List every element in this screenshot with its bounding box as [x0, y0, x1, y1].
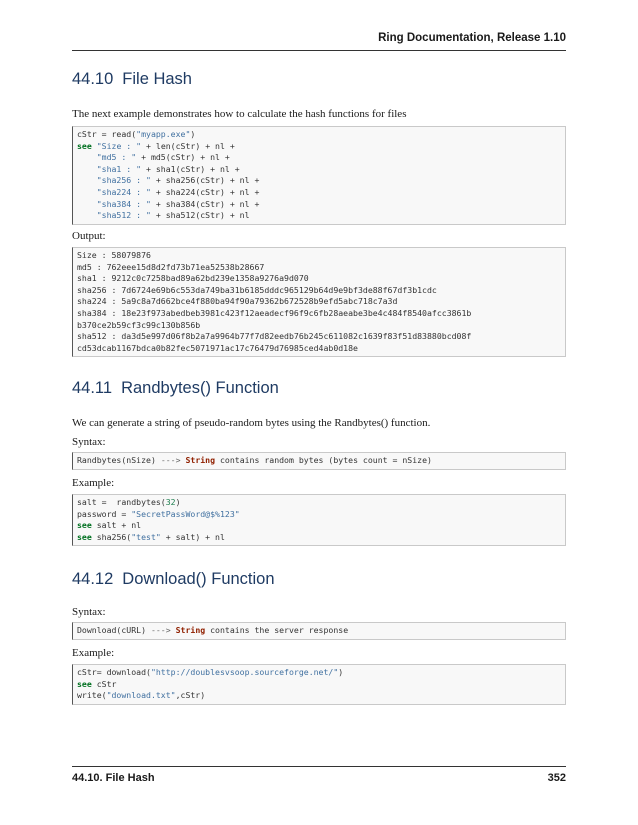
section-number: 44.11: [72, 379, 113, 397]
file-hash-code-block: [72, 126, 566, 225]
syntax-label: Syntax:: [72, 606, 106, 618]
randbytes-syntax-block: [72, 452, 566, 470]
output-label: Output:: [72, 230, 106, 242]
output-line: md5 : 762eee15d8d2fd73b71ea52538b28667: [77, 261, 265, 272]
code-line: see salt + nl: [77, 520, 142, 531]
section-heading-download: [72, 570, 275, 589]
code-line: see "Size : " + len(cStr) + nl +: [77, 140, 235, 151]
section-number: 44.12: [72, 570, 114, 588]
code-line: see cStr: [77, 678, 117, 689]
code-line: "md5 : " + md5(cStr) + nl +: [96, 152, 230, 163]
code-line: "sha224 : " + sha224(cStr) + nl +: [96, 186, 260, 197]
code-line: cStr = read("myapp.exe"): [77, 129, 196, 139]
syntax-line: Randbytes(nSize) ---> String contains random bytes (bytes count = nSize): [77, 455, 432, 465]
output-line: Size : 58079876: [77, 250, 151, 260]
section-title: Download() Function: [122, 570, 275, 588]
code-line: cStr= download("http://doublesvsoop.sourceforge.net/"): [77, 667, 344, 677]
download-example-block: [72, 664, 566, 705]
code-line: write("download.txt",cStr): [77, 690, 206, 701]
code-line: "sha512 : " + sha512(cStr) + nl: [96, 210, 250, 221]
randbytes-example-block: [72, 494, 566, 546]
output-line: sha224 : 5a9c8a7d662bce4f880ba94f90a79362b672528b9efd5abc718c7a3d: [77, 296, 398, 307]
syntax-label: Syntax:: [72, 436, 106, 448]
file-hash-output-block: [72, 247, 566, 357]
footer-section-title: 44.10. File Hash: [72, 772, 155, 784]
code-line: see sha256("test" + salt) + nl: [77, 531, 225, 542]
file-hash-intro: The next example demonstrates how to calculate the hash functions for files: [72, 108, 407, 120]
footer-divider: [72, 766, 566, 767]
example-label: Example:: [72, 647, 115, 659]
code-line: "sha384 : " + sha384(cStr) + nl +: [96, 198, 260, 209]
code-line: salt = randbytes(32): [77, 497, 181, 507]
code-line: "sha1 : " + sha1(cStr) + nl +: [96, 163, 240, 174]
section-title: Randbytes() Function: [121, 379, 279, 397]
output-line: sha384 : 18e23f973abedbeb3981c423f12aeadecf96f9c6fb28aeabe3be4c484f8540afcc3861b: [77, 307, 472, 318]
output-line: sha256 : 7d6724e69b6c553da749ba31b6185dddc965129b64d9e9bf3de88f67df3b1cdc: [77, 284, 437, 295]
section-heading-file-hash: [72, 70, 192, 89]
page-number: 352: [547, 772, 566, 784]
running-header: Ring Documentation, Release 1.10: [378, 32, 566, 44]
code-line: "sha256 : " + sha256(cStr) + nl +: [96, 175, 260, 186]
syntax-line: Download(cURL) ---> String contains the server response: [77, 625, 349, 635]
section-number: 44.10: [72, 70, 114, 88]
output-line: sha512 : da3d5e997d06f8b2a7a9964b77f7d82eedb76b245c611082c1639f83f51d83880bcd08f: [77, 331, 472, 342]
output-line: sha1 : 9212c0c7258bad89a62bd239e1358a9276a9d070: [77, 273, 309, 284]
header-divider: [72, 50, 566, 51]
download-syntax-block: [72, 622, 566, 640]
code-line: password = "SecretPassWord@$%123": [77, 508, 240, 519]
example-label: Example:: [72, 477, 115, 489]
output-line: b370ce2b59cf3c99c130b856b: [77, 319, 201, 330]
section-title: File Hash: [122, 70, 192, 88]
output-line: cd53dcab1167bdca0b82fec5071971ac17c76479d76985ced4ab0d18e: [77, 342, 358, 353]
randbytes-intro: We can generate a string of pseudo-random bytes using the Randbytes() function.: [72, 417, 431, 429]
section-heading-randbytes: [72, 379, 279, 398]
